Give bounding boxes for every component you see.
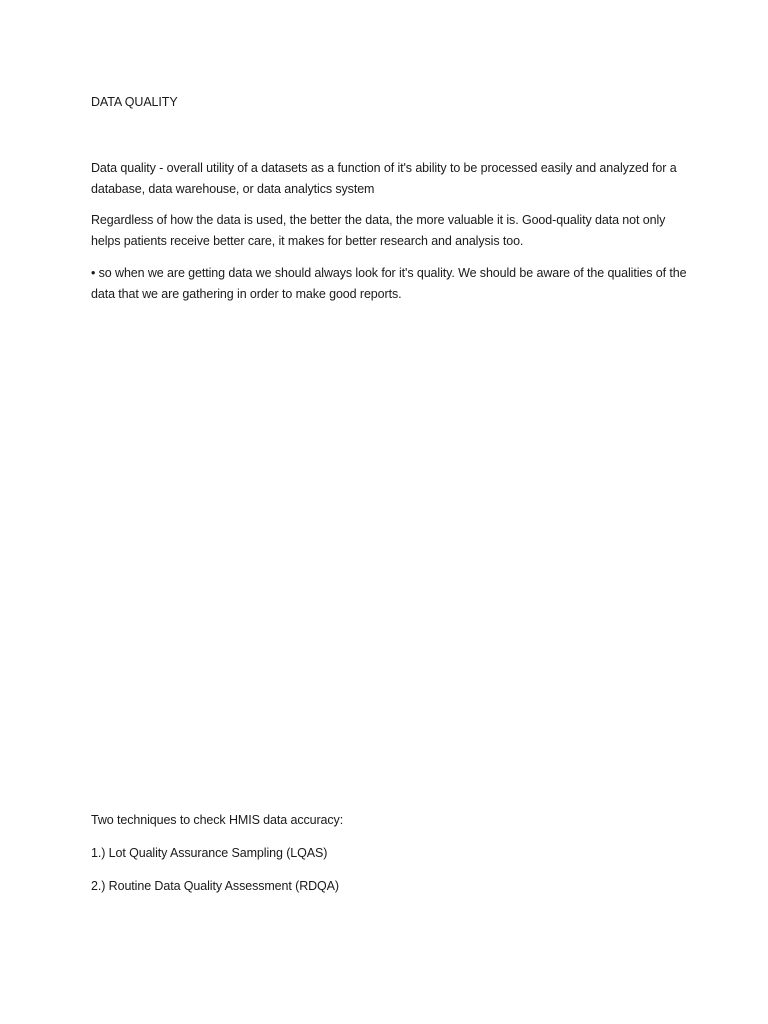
- technique-item-lqas: 1.) Lot Quality Assurance Sampling (LQAS): [91, 846, 328, 860]
- techniques-heading: Two techniques to check HMIS data accuracy:: [91, 813, 344, 827]
- paragraph-value: Regardless of how the data is used, the better the data, the more valuable it is. Good-quality data not only helps patients receive better care, it makes for better research and analysis too.: [91, 213, 666, 248]
- paragraph-definition: Data quality - overall utility of a datasets as a function of it's ability to be processed easily and analyzed for a database, data warehouse, or data analytics system: [91, 161, 677, 196]
- document-title: DATA QUALITY: [91, 95, 178, 109]
- paragraph-bullet: • so when we are getting data we should always look for it's quality. We should be aware of the qualities of the data that we are gathering in order to make good reports.: [91, 266, 687, 301]
- technique-item-rdqa: 2.) Routine Data Quality Assessment (RDQA): [91, 879, 339, 893]
